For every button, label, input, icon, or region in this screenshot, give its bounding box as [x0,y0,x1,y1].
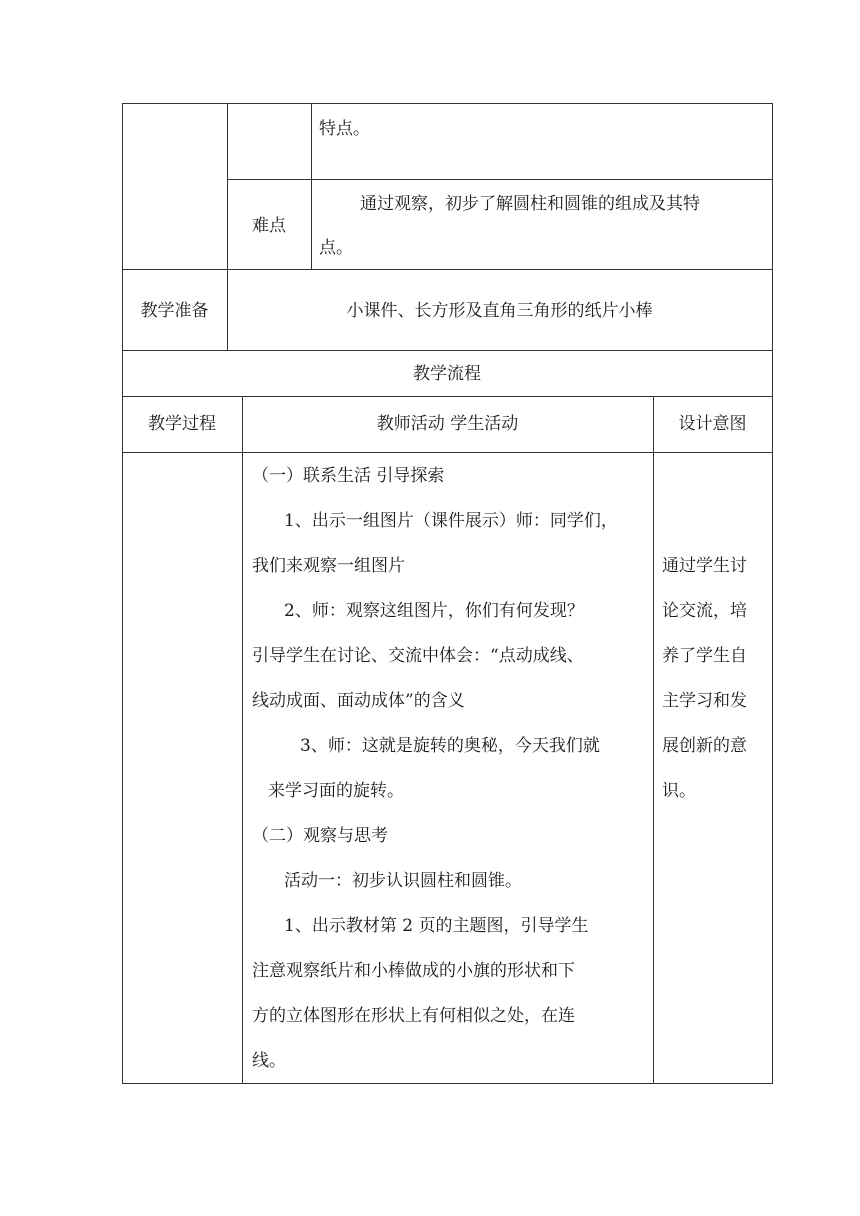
activity-line: 线动成面、面动成体”的含义 [252,691,465,711]
preparation-content: 小课件、长方形及直角三角形的纸片小棒 [346,301,653,321]
rule-flow-col1 [242,396,243,1084]
rule-keypoint-bottom [227,179,773,180]
rule-flow-col2 [653,396,654,1084]
rule-header-bottom [122,452,773,453]
rule-top-col2 [311,103,312,270]
intent-line: 主学习和发 [662,691,747,711]
activity-line: 活动一：初步认识圆柱和圆锥。 [284,871,522,891]
intent-line: 论交流，培 [662,601,747,621]
activity-line: 我们来观察一组图片 [252,556,405,576]
rule-bottom [122,1083,773,1084]
activity-line: 来学习面的旋转。 [268,781,404,801]
activity-line: 引导学生在讨论、交流中体会：“点动成线、 [252,646,584,666]
activity-line: 1、出示教材第 2 页的主题图，引导学生 [284,916,589,936]
header-process: 教学过程 [148,414,216,434]
difficulty-text-line-2: 点。 [319,238,353,258]
header-activity: 教师活动 学生活动 [376,414,519,434]
rule-right [772,103,773,1084]
intent-line: 养了学生自 [662,646,747,666]
preparation-label: 教学准备 [140,301,209,321]
activity-line: 线。 [252,1051,286,1071]
flow-title: 教学流程 [413,364,481,384]
intent-line: 展创新的意 [662,736,747,756]
rule-flow-title-bottom [122,396,773,397]
activity-line: 3、师：这就是旋转的奥秘，今天我们就 [300,736,600,756]
header-intent: 设计意图 [678,414,747,434]
rule-left [122,103,123,1084]
rule-top-section-bottom [122,269,773,270]
rule-top [122,103,773,104]
activity-line: （一）联系生活 引导探索 [252,466,445,486]
rule-prep-bottom [122,350,773,351]
key-point-tail: 特点。 [319,119,370,139]
difficulty-label: 难点 [252,216,286,236]
activity-line: 注意观察纸片和小棒做成的小旗的形状和下 [252,961,575,981]
activity-line: （二）观察与思考 [252,826,388,846]
activity-line: 1、出示一组图片（课件展示）师：同学们， [284,511,618,531]
activity-line: 方的立体图形在形状上有何相似之处，在连 [252,1006,575,1026]
intent-line: 识。 [662,781,696,801]
difficulty-text-line-1: 通过观察，初步了解圆柱和圆锥的组成及其特 [360,194,700,214]
activity-line: 2、师：观察这组图片，你们有何发现？ [284,601,584,621]
intent-line: 通过学生讨 [662,556,747,576]
